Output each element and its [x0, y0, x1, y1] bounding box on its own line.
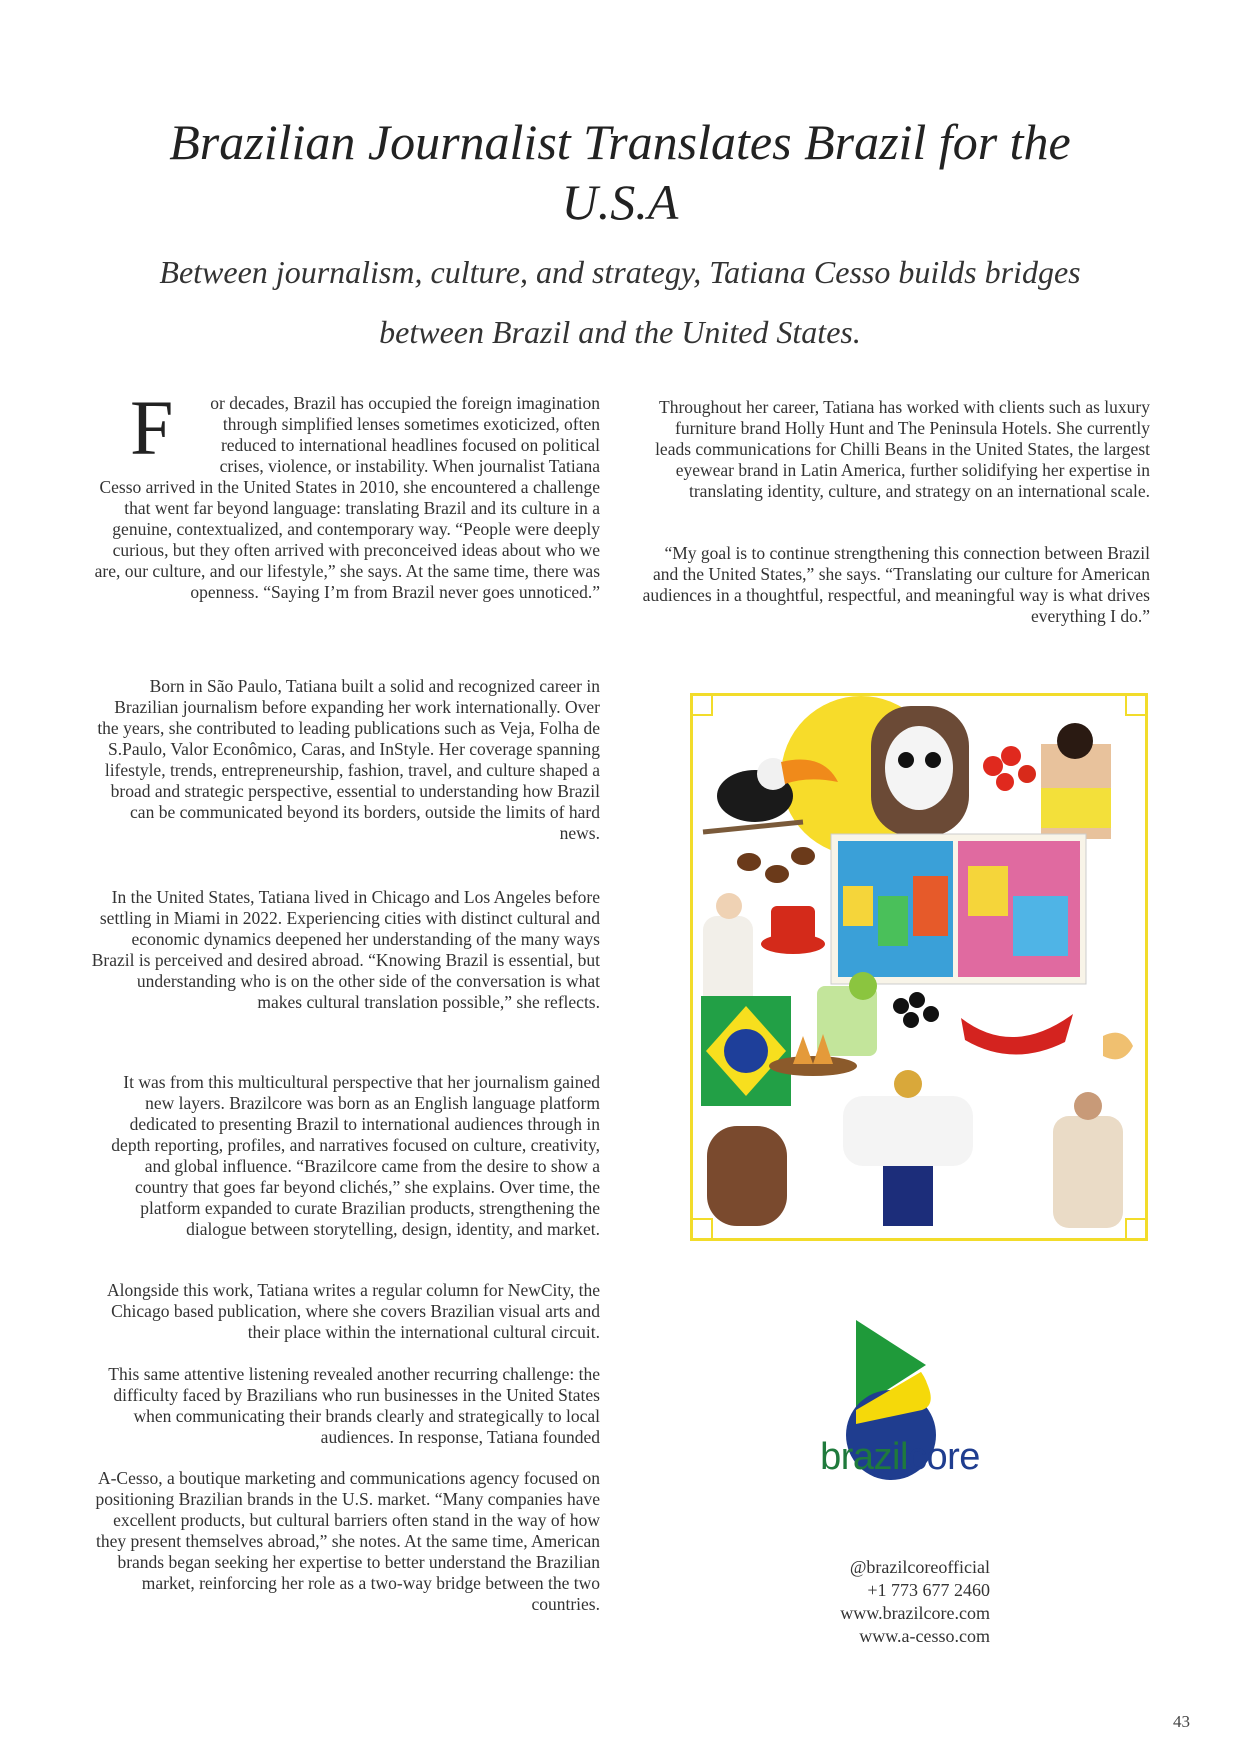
paragraph-1-text: or decades, Brazil has occupied the foreign imagination through simplified lenses sometimes exoticized, often reduced to international headlines focused on political crises, violence, or instability. When journalist Tatiana Cesso arrived in the United States in 2010, she encountered a challenge that went far beyond language: translating Brazil and its culture in a genuine, contextualized, and contemporary way. “People were deeply curious, but they often arrived with preconceived ideas about who we are, our culture, and our lifestyle,” she says. At the same time, there was openness. “Saying I’m from Brazil never goes unnoticed.”: [94, 393, 600, 602]
paragraph-9: “My goal is to continue strengthening this connection between Brazil and the United States,” she says. “Translating our culture for American audiences in a thoughtful, respectful, and meaningful way is what drives everything I do.”: [642, 543, 1150, 626]
wordmark-part-1: brazil: [820, 1436, 908, 1478]
phone-number: +1 773 677 2460: [867, 1580, 990, 1600]
left-column: [90, 384, 600, 661]
drop-cap: F: [130, 384, 174, 471]
left-column-p7: [90, 1468, 600, 1615]
article-title: Brazilian Journalist Translates Brazil for the U.S.A: [169, 114, 1071, 230]
contact-block: [790, 1556, 990, 1648]
favela-book-icon: [831, 834, 1086, 984]
social-handle: @brazilcoreofficial: [849, 1557, 990, 1577]
hammock-icon: [893, 992, 1133, 1059]
paragraph-8: Throughout her career, Tatiana has worked with clients such as luxury furniture brand Holly Hunt and The Peninsula Hotels. She currently leads communications for Chilli Beans in the United States, the largest eyewear brand in Latin America, further solidifying her expertise in translating identity, culture, and strategy on an international scale.: [655, 397, 1150, 501]
fruits-icon: [983, 746, 1036, 791]
brazil-flag-icon: [701, 996, 791, 1106]
website-link-1[interactable]: www.brazilcore.com: [840, 1603, 990, 1623]
brazilcore-wordmark: [800, 1436, 1000, 1479]
face-paint-icon: [871, 706, 969, 836]
left-column-p2: [90, 676, 600, 844]
left-column-p4: [90, 1072, 600, 1240]
left-column-p6: [90, 1364, 600, 1448]
left-column-p5: [90, 1280, 600, 1343]
frame-corner-br: [1125, 1218, 1147, 1240]
frame-corner-tr: [1125, 694, 1147, 716]
left-column-p3: [90, 887, 600, 1013]
website-link-2[interactable]: www.a-cesso.com: [859, 1626, 990, 1646]
article-subtitle: Between journalism, culture, and strategy, Tatiana Cesso builds bridges between Brazil and the United States.: [159, 254, 1081, 350]
page-number: 43: [1173, 1712, 1190, 1731]
frame-corner-bl: [691, 1218, 713, 1240]
paragraph-2: Born in São Paulo, Tatiana built a solid and recognized career in Brazilian journalism before expanding her work internationally. Over the years, she contributed to leading publications such as Veja, Folha de S.Paulo, Valor Econômico, Caras, and InStyle. Her coverage spanning lifestyle, trends, entrepreneurship, fashion, travel, and culture shaped a broad and strategic perspective, essential to understanding how Brazil can be communicated beyond its borders, outside the limits of hard news.: [97, 676, 600, 843]
paragraph-4: It was from this multicultural perspective that her journalism gained new layers. Brazilcore was born as an English language platform dedicated to presenting Brazil to international audiences through in depth reporting, profiles, and narratives focused on culture, creativity, and global influence. “Brazilcore came from the desire to show a country that goes far beyond clichés,” she explains. Over time, the platform expanded to curate Brazilian products, strengthening the dialogue between storytelling, design, identity, and market.: [111, 1072, 600, 1239]
collage-illustration: [693, 696, 1145, 1238]
brazil-collage-image: [690, 693, 1148, 1241]
paragraph-1: [90, 384, 600, 661]
woman-jersey-icon: [1041, 723, 1111, 839]
right-column-p1: [640, 397, 1150, 502]
paragraph-6: This same attentive listening revealed another recurring challenge: the difficulty faced by Brazilians who run businesses in the United States when communicating their brands clearly and strategically to local audiences. In response, Tatiana founded: [108, 1364, 600, 1447]
wordmark-part-2: core: [907, 1436, 980, 1478]
paragraph-3: In the United States, Tatiana lived in Chicago and Los Angeles before settling in Miami in 2022. Experiencing cities with distinct cultural and economic dynamics deepened her understanding of the many ways Brazil is perceived and desired abroad. “Knowing Brazil is essential, but understanding who is on the other side of the conversation is what makes cultural translation possible,” she reflects.: [91, 887, 600, 1012]
paragraph-5: Alongside this work, Tatiana writes a regular column for NewCity, the Chicago based publication, where she covers Brazilian visual arts and their place within the international cultural circuit.: [106, 1280, 600, 1342]
paragraph-7: A-Cesso, a boutique marketing and communications agency focused on positioning Brazilian brands in the U.S. market. “Many companies have excellent products, but cultural barriers often stand in the way of how they present themselves abroad,” she notes. At the same time, American brands began seeking her expertise to better understand the Brazilian market, reinforcing her role as a two-way bridge between the two countries.: [95, 1468, 600, 1614]
frame-corner-tl: [691, 694, 713, 716]
right-column-p2: [640, 543, 1150, 627]
